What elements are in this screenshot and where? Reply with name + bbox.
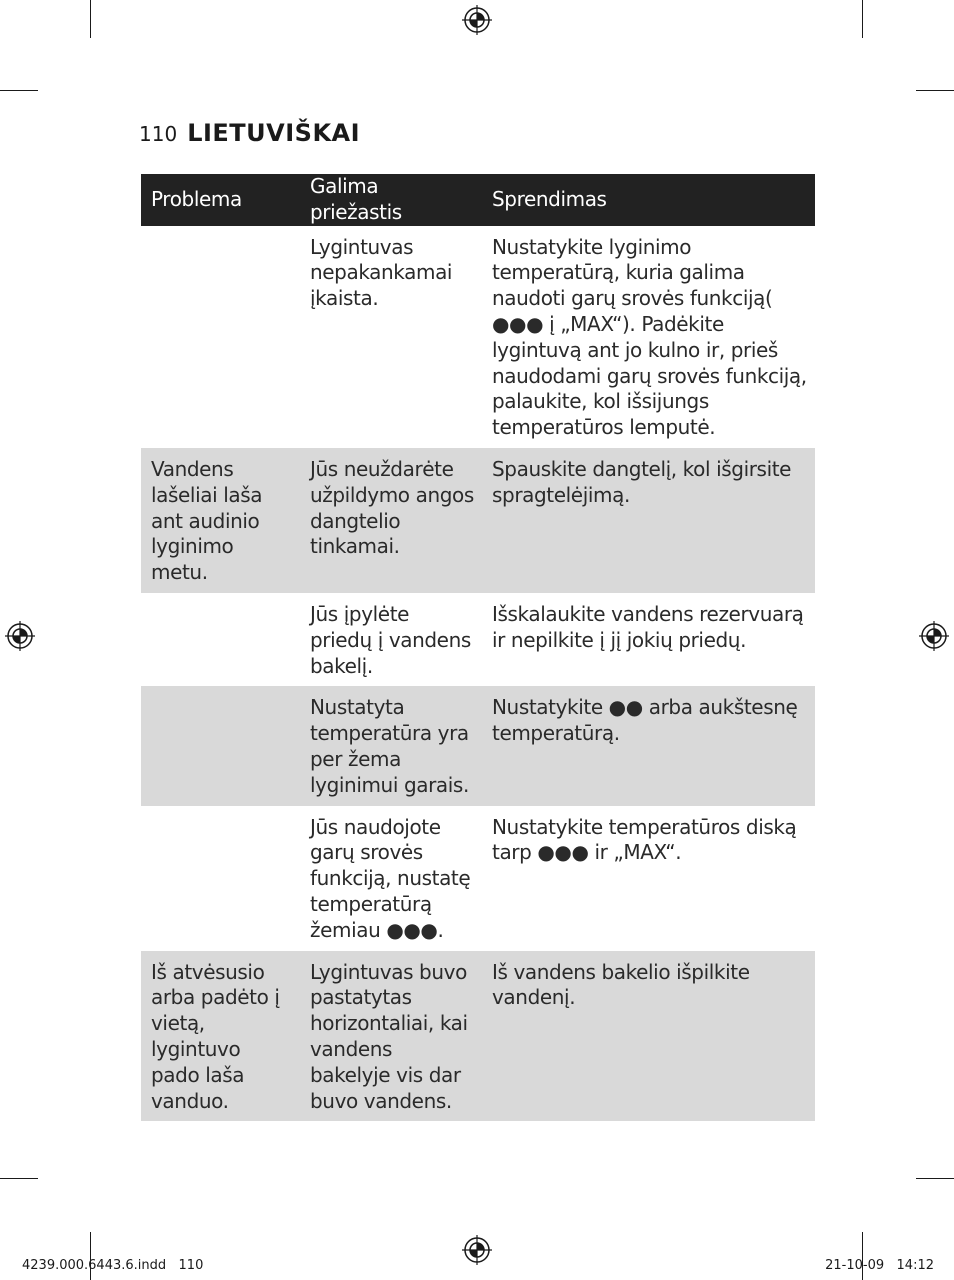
- cause-cell: Lygintuvas nepakankamai įkaista.: [300, 226, 482, 448]
- crop-mark-top-right-h: [916, 90, 954, 91]
- registration-mark-bottom-icon: [462, 1235, 492, 1265]
- solution-cell: Spauskite dangtelį, kol išgirsite spragtelėjimą.: [482, 448, 815, 593]
- column-header-problem: Problema: [141, 174, 300, 226]
- problem-cell: Vandens lašeliai laša ant audinio lyginimo metu.: [141, 448, 300, 593]
- registration-mark-left-icon: [5, 621, 35, 651]
- solution-cell: Išskalaukite vandens rezervuarą ir nepilkite į jį jokių priedų.: [482, 593, 815, 686]
- solution-cell: Iš vandens bakelio išpilkite vandenį.: [482, 951, 815, 1122]
- table-header-row: [141, 174, 815, 226]
- solution-cell: Nustatykite lyginimo temperatūrą, kuria galima naudoti garų srovės funkciją( ●●● į „MAX“). Padėkite lygintuvą ant jo kulno ir, prieš naudodami garų srovės funkciją, palaukite, kol išsijungs temperatūros lemputė.: [482, 226, 815, 448]
- problem-cell: [141, 593, 300, 686]
- crop-mark-top-right: [862, 0, 863, 38]
- crop-mark-top-left: [90, 0, 91, 38]
- page-number: 110: [139, 122, 178, 146]
- table-row: [141, 806, 815, 951]
- footer-file-info: 4239.000.6443.6.indd 110: [22, 1258, 204, 1273]
- cause-cell: Jūs neuždarėte užpildymo angos dangtelio tinkamai.: [300, 448, 482, 593]
- troubleshooting-table: [141, 174, 815, 1121]
- cause-cell: Lygintuvas buvo pastatytas horizontaliai, kai vandens bakelyje vis dar buvo vandens.: [300, 951, 482, 1122]
- page-title: LIETUVIŠKAI: [187, 119, 361, 147]
- table-row: [141, 593, 815, 686]
- table-row: [141, 951, 815, 1122]
- registration-mark-right-icon: [919, 621, 949, 651]
- page-header: [139, 119, 360, 147]
- solution-cell: Nustatykite ●● arba aukštesnę temperatūrą.: [482, 686, 815, 805]
- problem-cell: Iš atvėsusio arba padėto į vietą, lygintuvo pado laša vanduo.: [141, 951, 300, 1122]
- problem-cell: [141, 686, 300, 805]
- cause-cell: Jūs įpylėte priedų į vandens bakelį.: [300, 593, 482, 686]
- table-row: [141, 448, 815, 593]
- column-header-solution: Sprendimas: [482, 174, 815, 226]
- table-row: [141, 226, 815, 448]
- cause-cell: Nustatyta temperatūra yra per žema lyginimui garais.: [300, 686, 482, 805]
- crop-mark-bottom-right-h: [916, 1178, 954, 1179]
- column-header-cause: Galima priežastis: [300, 174, 482, 226]
- table-row: [141, 686, 815, 805]
- crop-mark-top-left-h: [0, 90, 38, 91]
- problem-cell: [141, 806, 300, 951]
- crop-mark-bottom-left-h: [0, 1178, 38, 1179]
- cause-cell: Jūs naudojote garų srovės funkciją, nustatę temperatūrą žemiau ●●●.: [300, 806, 482, 951]
- footer-date-time: 21-10-09 14:12: [825, 1258, 934, 1273]
- registration-mark-top-icon: [462, 5, 492, 35]
- problem-cell: [141, 226, 300, 448]
- solution-cell: Nustatykite temperatūros diską tarp ●●● ir „MAX“.: [482, 806, 815, 951]
